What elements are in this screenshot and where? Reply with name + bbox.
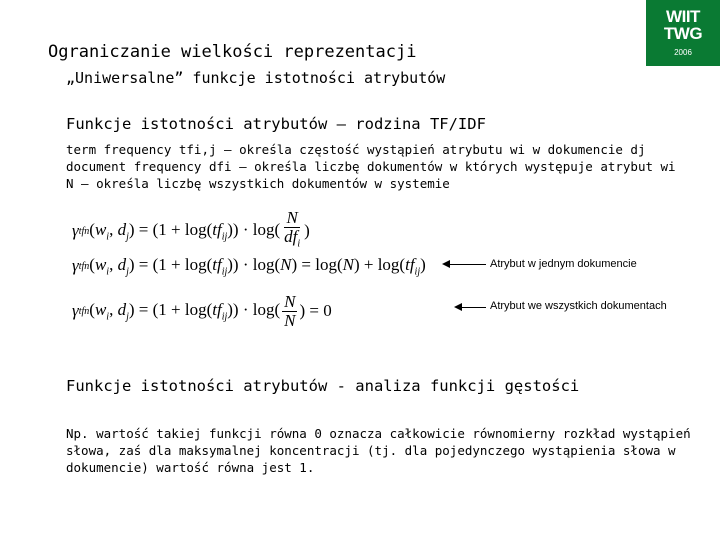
section-heading-density: Funkcje istotności atrybutów - analiza funkcji gęstości (66, 377, 580, 395)
formula-all-documents: γ tfn ($w_i$, $d_j) = (1 + \log(tf_{ij})) \cdot \log$( $\frac{N}{N}$ ) = 0 (72, 291, 332, 330)
definition-line: document frequency dfi – określa liczbę dokumentów w których występuje atrybut wi (66, 159, 676, 174)
density-paragraph (66, 425, 691, 476)
logo-line2: TWG (663, 24, 703, 43)
formula-subscript: tfn (78, 260, 90, 272)
formula-subscript: tfn (78, 225, 90, 237)
fraction-n-over-n: $\frac{N}{N}$ (284, 291, 296, 330)
formula-single-document: γ tfn ($w_i$, $d_j) = (1 + \log(tf_{ij})) \cdot \log(N) = \log(N) + \log(tf_{ij})$ (72, 254, 426, 278)
logo-year: 2006 (674, 48, 692, 57)
logo-line1: WIIT (666, 7, 700, 26)
paragraph-line: słowa, zaś dla maksymalnej koncentracji (tj. dla pojedynczego wystąpienia słowa w (66, 443, 676, 458)
paragraph-line: dokumencie) wartość równa jest 1. (66, 460, 315, 475)
fraction-n-over-df: $\frac{N}{df_i}$ (284, 207, 301, 250)
definition-line: N – określa liczbę wszystkich dokumentów w systemie (66, 176, 450, 191)
annotation-single-document: Atrybut w jednym dokumencie (490, 258, 637, 270)
annotation-all-documents: Atrybut we wszystkich dokumentach (490, 300, 667, 312)
paragraph-line: Np. wartość takiej funkcji równa 0 oznacza całkowicie równomierny rozkład wystąpień (66, 426, 691, 441)
formula-subscript: tfn (78, 305, 90, 317)
university-logo (646, 0, 720, 66)
slide-title: Ograniczanie wielkości reprezentacji (48, 42, 417, 62)
arrow-left-icon (460, 307, 486, 308)
definitions-paragraph (66, 141, 676, 192)
slide-subtitle: „Uniwersalne” funkcje istotności atrybutów (66, 69, 446, 87)
definition-line: term frequency tfi,j – określa częstość wystąpień atrybutu wi w dokumencie dj (66, 142, 646, 157)
arrow-left-icon (448, 264, 486, 265)
section-heading-tfidf: Funkcje istotności atrybutów – rodzina TF/IDF (66, 115, 486, 133)
formula-tfidf-general: γ tfn ($w_i$, $d_j) = (1 + \log(tf_{ij})) \cdot \log$( $\frac{N}{df_i}$ ) (72, 206, 310, 256)
